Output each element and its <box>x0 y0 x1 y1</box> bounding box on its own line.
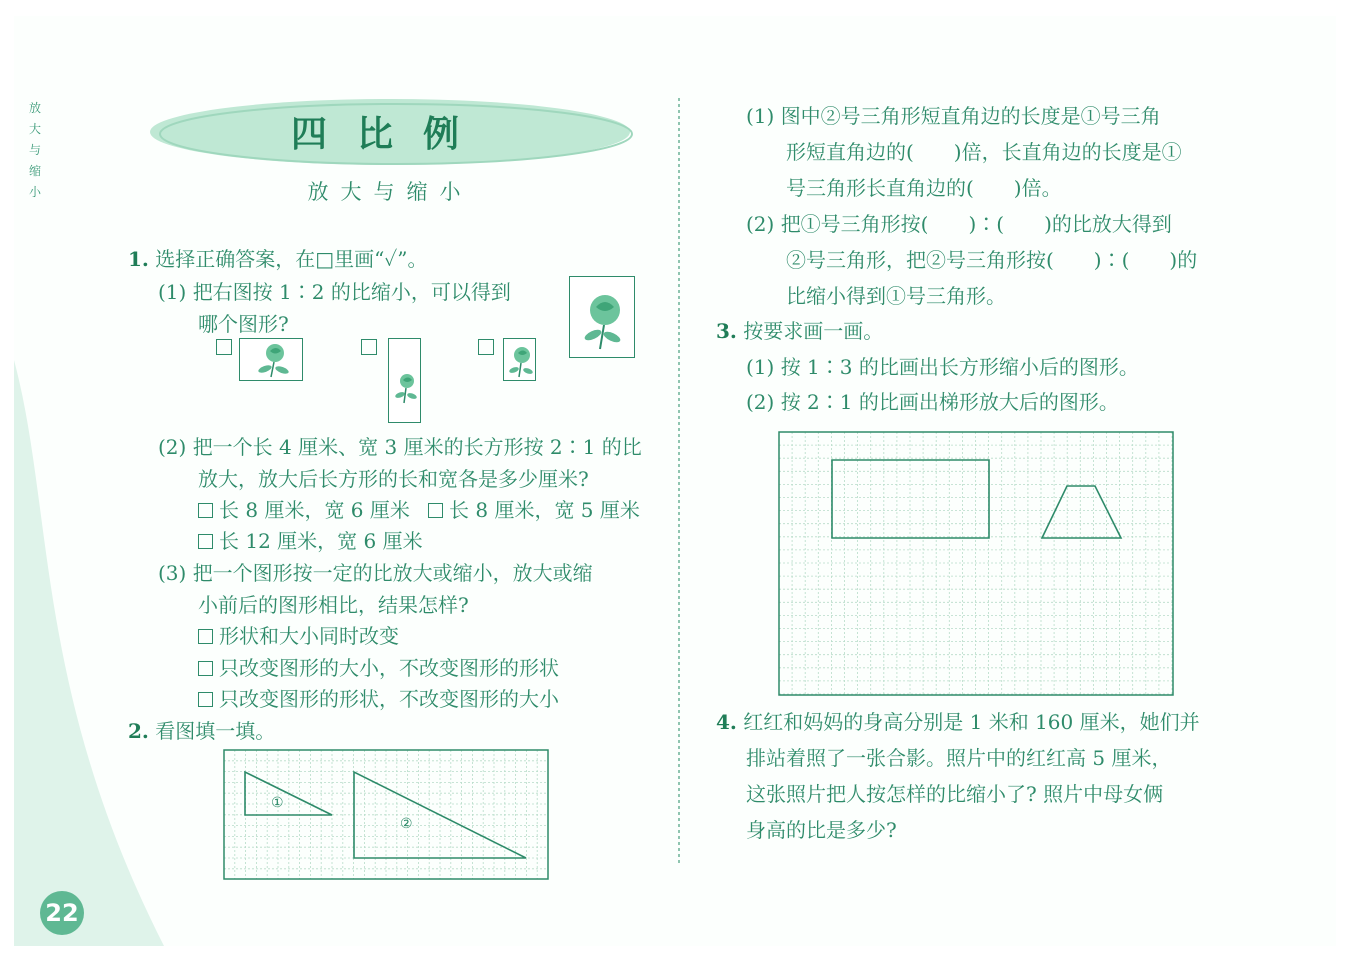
sidebar-char: 放 <box>28 101 41 115</box>
q1-part2-option-b[interactable] <box>428 494 640 523</box>
option-label: 长 8 厘米，宽 6 厘米 <box>219 498 410 522</box>
q1-part1-line1: (1) 把右图按 1∶2 的比缩小，可以得到 <box>158 280 511 304</box>
triangle-grid <box>224 750 549 880</box>
q2-part1-line2: 形短直角边的( )倍，长直角边的长度是① <box>786 140 1182 164</box>
rectangle-shape <box>832 460 989 538</box>
question-3 <box>716 315 883 344</box>
q3-part2: (2) 按 2∶1 的比画出梯形放大后的图形。 <box>746 390 1119 414</box>
checkbox[interactable] <box>198 534 213 549</box>
question-number: 3. <box>716 319 737 343</box>
q4-line3: 这张照片把人按怎样的比缩小了? 照片中母女俩 <box>746 782 1164 806</box>
option-a-image <box>239 338 303 381</box>
question-number: 4. <box>716 710 737 734</box>
question-1 <box>128 243 428 272</box>
rose-reference-image <box>569 276 635 358</box>
question-4 <box>716 706 1200 735</box>
checkbox[interactable] <box>198 661 213 676</box>
q4-line4: 身高的比是多少? <box>746 818 897 842</box>
rose-icon <box>389 339 422 424</box>
q1-part2-option-c[interactable] <box>198 525 423 554</box>
option-b-checkbox[interactable] <box>361 339 377 355</box>
q4-line2: 排站着照了一张合影。照片中的红红高 5 厘米， <box>746 746 1172 770</box>
rose-icon <box>504 339 537 382</box>
sidebar-char: 大 <box>28 122 41 136</box>
q1-part2-option-a[interactable] <box>198 494 410 523</box>
q1-part2-line2: 放大，放大后长方形的长和宽各是多少厘米? <box>198 467 589 491</box>
q2-part2-line1: (2) 把①号三角形按( )∶( )的比放大得到 <box>746 212 1172 236</box>
q1-part3-option-c[interactable] <box>198 683 559 712</box>
checkbox[interactable] <box>198 629 213 644</box>
section-subtitle: 放大与缩小 <box>307 180 473 204</box>
option-label: 形状和大小同时改变 <box>219 624 399 648</box>
q1-part3-option-a[interactable] <box>198 620 399 649</box>
sidebar-char: 小 <box>28 185 41 199</box>
q1-part3-line2: 小前后的图形相比，结果怎样? <box>198 593 469 617</box>
option-label: 长 8 厘米，宽 5 厘米 <box>449 498 640 522</box>
checkbox[interactable] <box>198 503 213 518</box>
triangle-1-label: ① <box>271 795 284 811</box>
question-number: 1. <box>128 247 149 271</box>
q3-part1: (1) 按 1∶3 的比画出长方形缩小后的图形。 <box>746 355 1139 379</box>
page-divider <box>678 98 680 864</box>
checkbox[interactable] <box>198 692 213 707</box>
q2-part1-line3: 号三角形长直角边的( )倍。 <box>786 176 1062 200</box>
q2-part2-line3: 比缩小得到①号三角形。 <box>786 284 1006 308</box>
option-label: 长 12 厘米，宽 6 厘米 <box>219 529 423 553</box>
q1-part1-line2: 哪个图形? <box>198 312 289 336</box>
option-b-image <box>388 338 421 423</box>
rose-icon <box>240 339 304 382</box>
option-c-image <box>503 338 536 381</box>
option-label: 只改变图形的形状，不改变图形的大小 <box>219 687 559 711</box>
sidebar-section-label <box>26 98 44 203</box>
sidebar-char: 缩 <box>28 164 41 178</box>
question-2 <box>128 715 275 744</box>
triangle-2-label: ② <box>400 816 413 832</box>
q1-part2-line1: (2) 把一个长 4 厘米、宽 3 厘米的长方形按 2∶1 的比 <box>158 435 642 459</box>
rose-icon <box>570 277 636 359</box>
question-text: 按要求画一画。 <box>743 319 884 343</box>
question-text: 红红和妈妈的身高分别是 1 米和 160 厘米，她们并 <box>743 710 1200 734</box>
chapter-title: 四比例 <box>290 113 489 155</box>
question-text: 选择正确答案，在□里画“✓”。 <box>155 247 428 271</box>
checkbox[interactable] <box>428 503 443 518</box>
drawing-grid[interactable] <box>779 432 1174 696</box>
question-number: 2. <box>128 719 149 743</box>
q1-part3-option-b[interactable] <box>198 652 559 681</box>
q2-part2-line2: ②号三角形，把②号三角形按( )∶( )的 <box>786 248 1198 272</box>
option-c-checkbox[interactable] <box>478 339 494 355</box>
question-text: 看图填一填。 <box>155 719 276 743</box>
sidebar-char: 与 <box>28 143 41 157</box>
q1-part3-line1: (3) 把一个图形按一定的比放大或缩小，放大或缩 <box>158 561 593 585</box>
option-label: 只改变图形的大小，不改变图形的形状 <box>219 656 559 680</box>
option-a-checkbox[interactable] <box>216 339 232 355</box>
page-number: 22 <box>40 891 84 935</box>
q2-part1-line1: (1) 图中②号三角形短直角边的长度是①号三角 <box>746 104 1161 128</box>
left-decor-curve <box>14 360 164 946</box>
